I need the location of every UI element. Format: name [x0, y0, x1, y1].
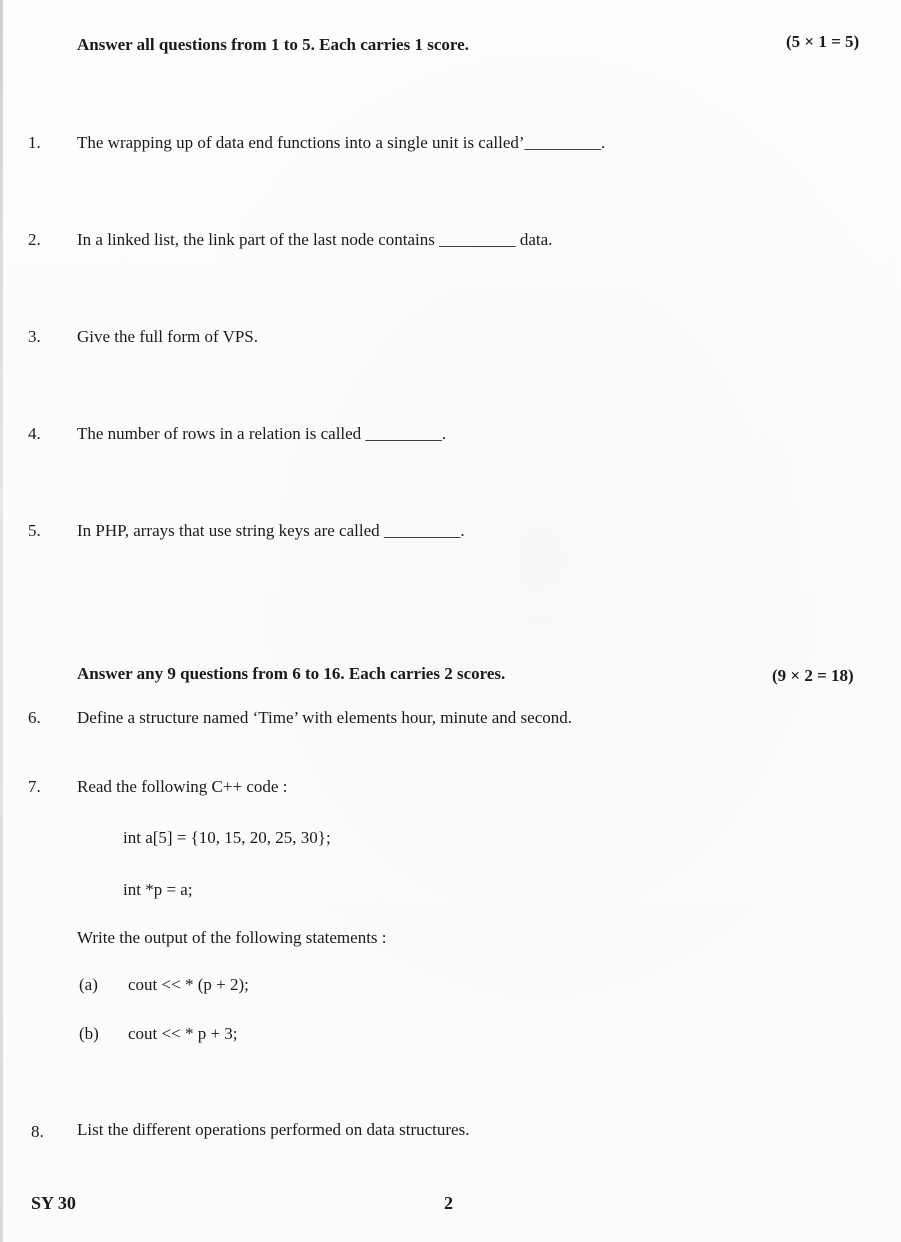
question-7-prompt: Write the output of the following statements :: [77, 928, 387, 947]
part-a-label: (a): [79, 975, 98, 994]
question-4-text: The number of rows in a relation is called _________.: [77, 424, 447, 443]
question-2-number: 2.: [28, 230, 41, 249]
code-line-2: int *p = a;: [123, 880, 193, 899]
section-a-instruction: Answer all questions from 1 to 5. Each carries 1 score.: [77, 35, 469, 54]
code-line-1: int a[5] = {10, 15, 20, 25, 30};: [123, 828, 331, 847]
paper-code: SY 30: [31, 1193, 76, 1213]
question-3-number: 3.: [28, 327, 41, 346]
question-7-number: 7.: [28, 777, 41, 796]
question-5-text: In PHP, arrays that use string keys are called _________.: [77, 521, 465, 540]
question-7-part-a: [79, 975, 249, 995]
part-b-text: cout << * p + 3;: [128, 1024, 238, 1043]
section-b-marks: (9 × 2 = 18): [772, 666, 854, 685]
question-6-number: 6.: [28, 708, 41, 727]
part-a-text: cout << * (p + 2);: [128, 975, 249, 994]
question-8-text: List the different operations performed on data structures.: [77, 1120, 470, 1139]
section-b-instruction: Answer any 9 questions from 6 to 16. Each carries 2 scores.: [77, 664, 506, 683]
question-1-number: 1.: [28, 133, 41, 152]
part-b-label: (b): [79, 1024, 99, 1043]
question-4-number: 4.: [28, 424, 41, 443]
page-number: 2: [444, 1193, 453, 1213]
question-7-text: Read the following C++ code :: [77, 777, 288, 796]
question-1-text: The wrapping up of data end functions into a single unit is called’_________.: [77, 133, 606, 152]
question-3-text: Give the full form of VPS.: [77, 327, 259, 346]
question-2-text: In a linked list, the link part of the last node contains _________ data.: [77, 230, 553, 249]
page-edge-shadow: [0, 0, 3, 1242]
question-6-text: Define a structure named ‘Time’ with elements hour, minute and second.: [77, 708, 573, 727]
question-7-part-b: [79, 1024, 238, 1044]
section-a-marks: (5 × 1 = 5): [786, 32, 860, 51]
question-8-number: 8.: [31, 1122, 44, 1141]
question-5-number: 5.: [28, 521, 41, 540]
